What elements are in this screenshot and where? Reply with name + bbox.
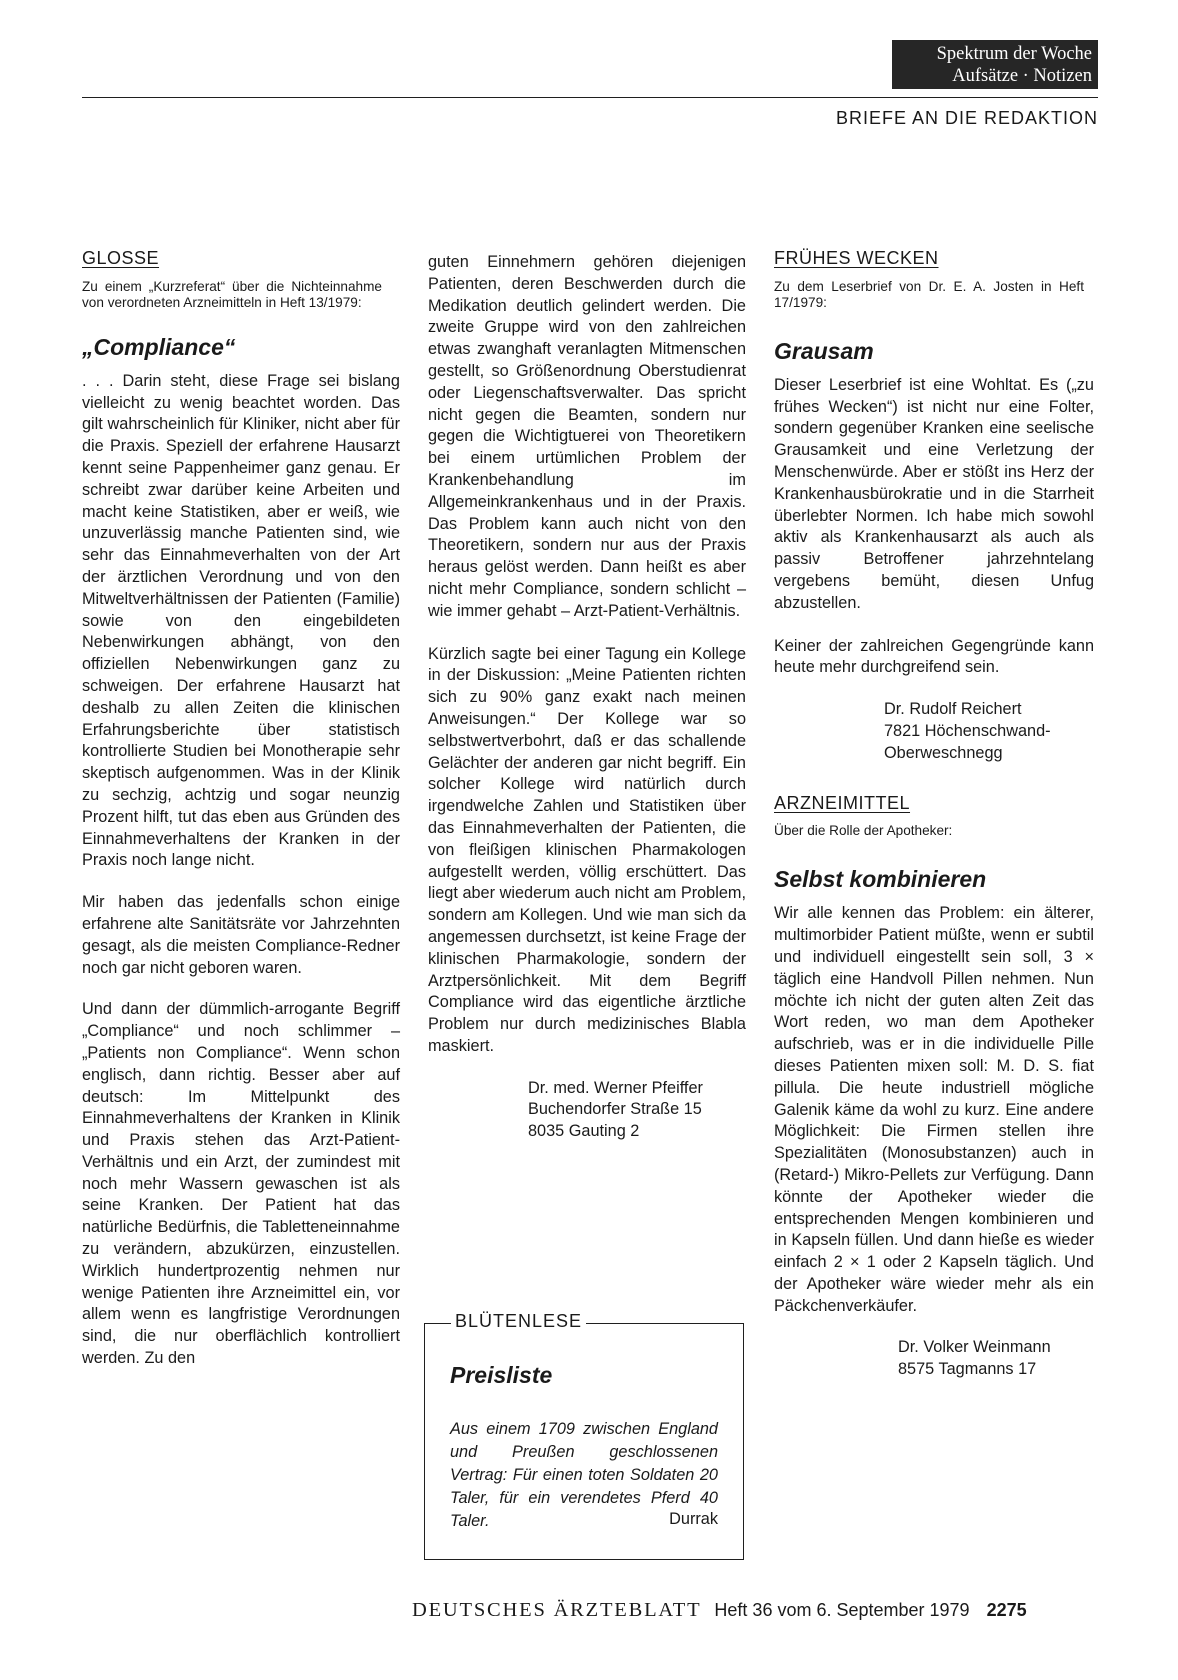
page-number: 2275 <box>986 1600 1027 1620</box>
column-middle <box>428 252 746 1143</box>
box-signature: Durrak <box>669 1510 718 1528</box>
signature-street: Buchendorfer Straße 15 <box>528 1100 702 1119</box>
middle-paragraph-2: Kürzlich sagte bei einer Tagung ein Kollege in der Diskussion: „Meine Patienten richten sich zu 90% ganz exakt nach meinen Anweisungen.“ Der Kollege war so selbstwertverbohrt, daß er das schallende Gelächter der anderen gar nicht begriff. Ein solcher Kollege wird natürlich durch irgendwelche Zahlen und Statistiken über das Einnahmeverhalten der Patienten, die von fleißigen klinischen Pharmakologen aufgestellt werden, völlig erschüttert. Das liegt aber wiederum auch nicht am Problem, sondern am Kollegen. Und wie man sich da angemessen durchsetzt, ist keine Frage der klinischen Pharmakologie, sondern der Arztpersönlichkeit. Mit dem Begriff Compliance wird das eigentliche ärztliche Problem nur durch medizinisches Blabla maskiert. <box>428 644 746 1055</box>
box-title: Preisliste <box>450 1362 553 1388</box>
signature-reichert <box>774 699 1094 764</box>
kicker-arzneimittel: ARZNEIMITTEL <box>774 792 911 813</box>
page-footer <box>412 1599 1027 1622</box>
middle-paragraph-1: guten Einnehmern gehören diejenigen Patienten, deren Beschwerden durch die Medikation deutlich gelindert werden. Die zweite Gruppe wird von den zahlreichen etwas zwanghaft veranlagten Mitmenschen gestellt, so Größenordnung Oberstudienrat oder Liegenschaftsverwalter. Das spricht nicht gegen die Beamten, sondern nur gegen die Wichtigtuerei von Theoretikern bei einem urtümlichen Problem der Krankenbehandlung im Allgemeinkrankenhaus und in der Praxis. Das Problem kann auch nicht von den Theoretikern, sondern nur aus der Praxis heraus gelöst werden. Dann heißt es aber nicht mehr Compliance, sondern schlicht – wie immer gehabt – Arzt-Patient-Verhältnis. <box>428 253 746 620</box>
intro-glosse: Zu einem „Kurzreferat“ über die Nichteinnahme von verordneten Arzneimitteln in Heft 13/1979: <box>82 278 382 310</box>
left-paragraph-2: Mir haben das jedenfalls schon einige erfahrene alte Sanitätsräte vor Jahrzehnten gesagt, als die meisten Compliance-Redner noch gar nicht geboren waren. <box>82 893 400 977</box>
badge-line-1: Spektrum der Woche <box>936 44 1092 64</box>
left-paragraph-1: . . . Darin steht, diese Frage sei bislang vielleicht zu wenig beachtet worden. Das gilt wahrscheinlich für Kliniker, nicht aber für die Praxis. Speziell der erfahrene Hausarzt kennt seine Pappenheimer ganz genau. Er schreibt zwar darüber keine Arbeiten und macht keine Statistiken, aber er weiß, wie unzuverlässig manche Patienten sind, wie sehr das Einnahmeverhalten von der Art der ärztlichen Verordnung und von den Mitweltverhältnissen der Patienten (Familie) sowie von den eingebildeten Nebenwirkungen abhängt, von den offiziellen Nebenwirkungen ganz zu schweigen. Der erfahrene Hausarzt hat deshalb zu allen Zeiten die klinischen Erfahrungsberichte über statistisch kontrollierte Studien bei Monotherapie sehr skeptisch aufgenommen. Was in der Klinik zu sechzig, achtzig und sogar neunzig Prozent hilft, tut das eben aus Gründen des Einnahmeverhaltens der Kranken in der Praxis noch lange nicht. <box>82 371 400 870</box>
intro-fruehes-wecken: Zu dem Leserbrief von Dr. E. A. Josten in Heft 17/1979: <box>774 278 1084 310</box>
right-paragraph-1: Dieser Leserbrief ist eine Wohltat. Es („zu frühes Wecken“) ist nicht nur eine Folter, sondern gegenüber Kranken eine seelische Grausamkeit und eine Verletzung der Menschenwürde. Aber er stößt ins Herz der Krankenhausbürokratie und in die Starrheit überlebter Normen. Ich habe mich sowohl aktiv als Krankenhausarzt als auch als passiv Betroffener jahrzehntelang vergebens bemüht, diesen Unfug abzustellen. <box>774 375 1094 612</box>
column-left <box>82 248 400 1370</box>
section-title: BRIEFE AN DIE REDAKTION <box>835 108 1098 128</box>
signature-place: 7821 Höchenschwand- <box>884 721 1051 740</box>
right-paragraph-3: Wir alle kennen das Problem: ein älterer, multimorbider Patient müßte, wenn er subtil und individuell eingestellt sein soll, 3 × täglich eine Handvoll Pillen nehmen. Nun möchte ich nicht der guten alten Zeit das Wort reden, wo man dem Apotheker aufschrieb, was er in die individuelle Pille dieses Patienten mixen soll: M. D. S. fiat pillula. Die heute industriell mögliche Galenik käme da wohl zu kurz. Eine andere Möglichkeit: Die Firmen stellen ihre Spezialitäten (Monosubstanzen) auch in (Retard-) Mikro-Pellets zur Verfügung. Dann könnte der Apotheker wieder die entsprechenden Mengen kombinieren und in Kapseln füllen. Und dann hieße es wieder einfach 2 × 1 oder 2 Kapseln täglich. Und der Apotheker wäre wieder mehr als ein Päckchenverkäufer. <box>774 904 1094 1315</box>
article-title-grausam: Grausam <box>774 337 874 364</box>
article-title-compliance: „Compliance“ <box>82 333 236 360</box>
signature-place: 8575 Tagmanns 17 <box>898 1360 1037 1379</box>
signature-place-2: Oberweschnegg <box>884 743 1003 762</box>
header-rule <box>82 97 1098 98</box>
signature-name: Dr. med. Werner Pfeiffer <box>528 1078 703 1097</box>
signature-pfeiffer <box>428 1078 746 1143</box>
left-paragraph-3: Und dann der dümmlich-arrogante Begriff „Compliance“ und noch schlimmer – „Patients non Compliance“. Wenn schon englisch, dann richtig. Besser aber auf deutsch: Im Mittelpunkt des Einnahmeverhaltens der Kranken in Klinik und Praxis stehen das Arzt-Patient-Verhältnis und ein Arzt, der zumindest mit noch mehr Wassern gewaschen ist als seine Kranken. Der Patient hat das natürliche Bedürfnis, die Tabletteneinnahme zu verändern, abzukürzen, einzustellen. Wirklich hundertprozentig nehmen nur wenige Patienten ihre Arzneimittel ein, vor allem wenn es langfristige Verordnungen sind, die nur oberflächlich kontrolliert werden. Zu den <box>82 1000 400 1368</box>
section-badge <box>892 40 1098 89</box>
box-label: BLÜTENLESE <box>451 1311 586 1332</box>
column-right <box>774 248 1094 1381</box>
bluetenlese-box <box>424 1311 744 1560</box>
signature-name: Dr. Volker Weinmann <box>898 1338 1051 1357</box>
box-text: Aus einem 1709 zwischen England und Preußen geschlossenen Vertrag: Für einen toten Soldaten 20 Taler, für ein verendetes Pferd 40 Taler. <box>450 1420 718 1530</box>
signature-city: 8035 Gauting 2 <box>528 1122 640 1141</box>
signature-weinmann <box>774 1337 1094 1381</box>
journal-name: DEUTSCHES ÄRZTEBLATT <box>412 1599 702 1621</box>
kicker-fruehes-wecken: FRÜHES WECKEN <box>774 248 939 268</box>
kicker-glosse: GLOSSE <box>82 248 160 268</box>
intro-arzneimittel: Über die Rolle der Apotheker: <box>774 823 953 839</box>
badge-line-2: Aufsätze · Notizen <box>952 66 1092 86</box>
signature-name: Dr. Rudolf Reichert <box>884 700 1022 719</box>
issue-info: Heft 36 vom 6. September 1979 <box>714 1600 970 1620</box>
article-title-selbst-kombinieren: Selbst kombinieren <box>774 866 987 893</box>
right-paragraph-2: Keiner der zahlreichen Gegengründe kann heute mehr durchgreifend sein. <box>774 636 1094 677</box>
